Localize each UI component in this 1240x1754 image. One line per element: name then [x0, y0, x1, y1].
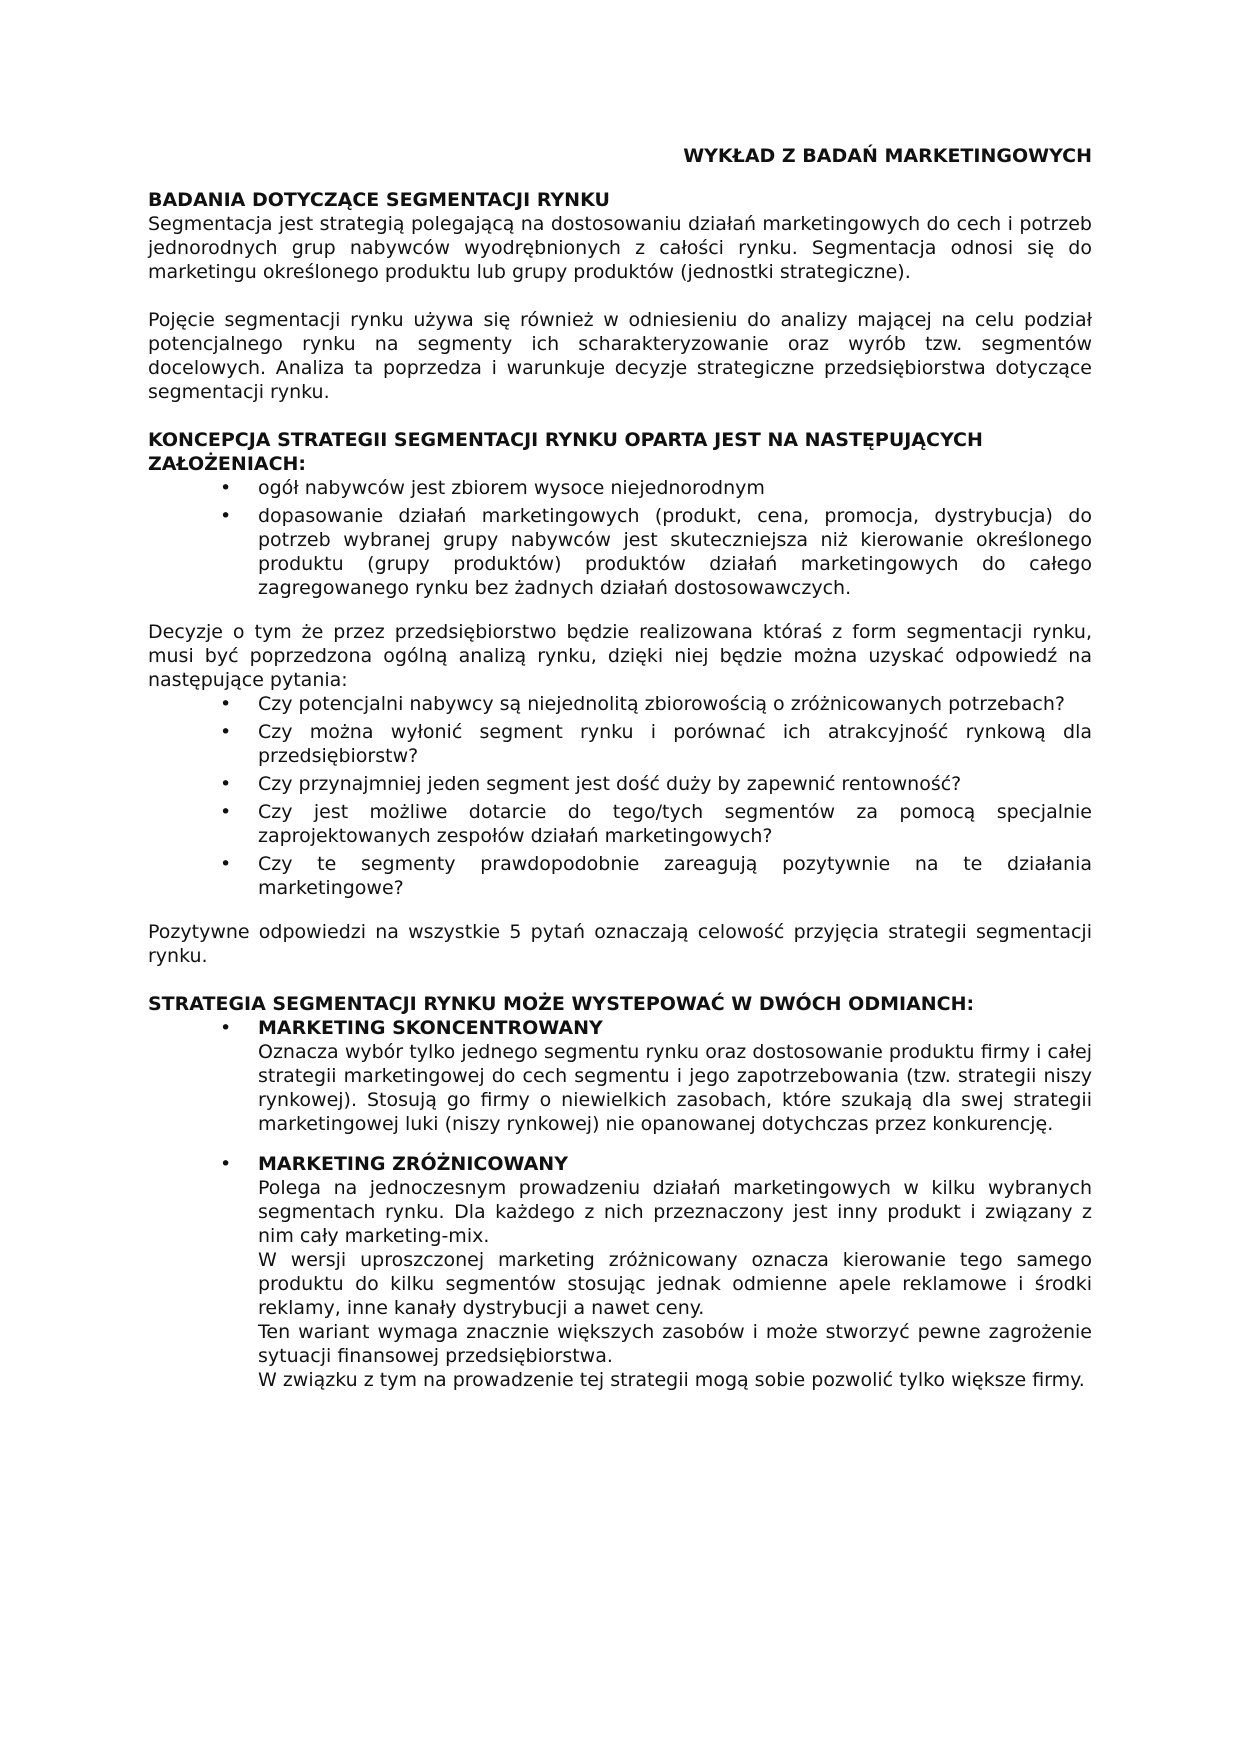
list-item-text: ogół nabywców jest zbiorem wysoce niejednorodnym — [258, 477, 765, 499]
variant-paragraph: Polega na jednoczesnym prowadzeniu działań marketingowych w kilku wybranych segmentach rynku. Dla każdego z nich przeznaczony jest inny produkt i związany z nim cały marketing-mix. — [258, 1177, 1092, 1247]
bullet-icon: • — [220, 477, 232, 499]
variant-title: MARKETING SKONCENTROWANY — [258, 1017, 603, 1039]
document-page — [148, 144, 1092, 1408]
paragraph-segmentation-analysis: Pojęcie segmentacji rynku używa się również w odniesieniu do analizy mającej na celu podział potencjalnego rynku na segmenty ich scharakteryzowanie oraz wyrób tzw. segmentów docelowych. Analiza ta poprzedza i warunkuje decyzje strategiczne przedsiębiorstwa dotyczące segmentacji rynku. — [148, 309, 1092, 403]
variant-concentrated — [220, 1016, 1092, 1136]
variant-paragraph: Ten wariant wymaga znacznie większych zasobów i może stworzyć pewne zagrożenie sytuacji finansowej przedsiębiorstwa. — [258, 1321, 1092, 1367]
bullet-icon: • — [220, 801, 232, 823]
paragraph-segmentation-definition: Segmentacja jest strategią polegającą na dostosowaniu działań marketingowych do cech i potrzeb jednorodnych grup nabywców wyodrębnionych z całości rynku. Segmentacja odnosi się do marketingu określonego produktu lub grupy produktów (jednostki strategiczne). — [148, 213, 1092, 283]
bullet-icon: • — [220, 721, 232, 743]
variant-paragraph: W wersji uproszczonej marketing zróżnicowany oznacza kierowanie tego samego produktu do kilku segmentów stosując jednak odmienne apele reklamowe i środki reklamy, inne kanały dystrybucji a nawet ceny. — [258, 1249, 1092, 1319]
list-item — [220, 852, 1092, 900]
list-item — [220, 720, 1092, 768]
list-item-text: Czy jest możliwe dotarcie do tego/tych segmentów za pomocą specjalnie zaprojektowanych zespołów działań marketingowych? — [258, 801, 1092, 847]
variant-body — [258, 1176, 1092, 1392]
section-heading-strategy-assumptions: KONCEPCJA STRATEGII SEGMENTACJI RYNKU OPARTA JEST NA NASTĘPUJĄCYCH ZAŁOŻENIACH: — [148, 429, 983, 475]
bullet-icon: • — [220, 693, 232, 715]
bullet-icon: • — [220, 773, 232, 795]
list-item — [220, 772, 1092, 796]
list-item — [220, 800, 1092, 848]
list-item-text: dopasowanie działań marketingowych (produkt, cena, promocja, dystrybucja) do potrzeb wybranej grupy nabywców jest skuteczniejsza niż kierowanie określonego produktu (grupy produktów) produktów działań marketingowych do całego zagregowanego rynku bez żadnych działań dostosowawczych. — [258, 505, 1092, 599]
section-heading-segmentation-research: BADANIA DOTYCZĄCE SEGMENTACJI RYNKU — [148, 189, 610, 211]
variants-list — [148, 1016, 1092, 1392]
bullet-icon: • — [220, 1153, 232, 1175]
variant-body: Oznacza wybór tylko jednego segmentu rynku oraz dostosowanie produktu firmy i całej strategii marketingowej do cech segmentu i jego zapotrzebowania (tzw. strategii niszy rynkowej). Stosują go firmy o niewielkich zasobach, które szukają dla swej strategii marketingowej luki (niszy rynkowej) nie opanowanej dotychczas przez konkurencję. — [258, 1041, 1092, 1135]
list-item-text: Czy przynajmniej jeden segment jest dość duży by zapewnić rentowność? — [258, 773, 962, 795]
list-item — [220, 692, 1092, 716]
document-title: WYKŁAD Z BADAŃ MARKETINGOWYCH — [683, 145, 1092, 167]
questions-list — [148, 692, 1092, 900]
list-item-text: Czy można wyłonić segment rynku i porównać ich atrakcyjność rynkową dla przedsiębiorstw? — [258, 721, 1092, 767]
list-item-text: Czy potencjalni nabywcy są niejednolitą zbiorowością o zróżnicowanych potrzebach? — [258, 693, 1065, 715]
paragraph-conclusion: Pozytywne odpowiedzi na wszystkie 5 pytań oznaczają celowość przyjęcia strategii segmentacji rynku. — [148, 921, 1092, 967]
bullet-icon: • — [220, 853, 232, 875]
bullet-icon: • — [220, 505, 232, 527]
variant-differentiated — [220, 1152, 1092, 1392]
list-item — [220, 504, 1092, 600]
variant-title: MARKETING ZRÓŻNICOWANY — [258, 1153, 568, 1175]
paragraph-market-analysis-intro: Decyzje o tym że przez przedsiębiorstwo będzie realizowana któraś z form segmentacji rynku, musi być poprzedzona ogólną analizą rynku, dzięki niej będzie można uzyskać odpowiedź na następujące pytania: — [148, 621, 1092, 691]
list-item — [220, 476, 1092, 500]
list-item-text: Czy te segmenty prawdopodobnie zareagują pozytywnie na te działania marketingowe? — [258, 853, 1092, 899]
variant-paragraph: W związku z tym na prowadzenie tej strategii mogą sobie pozwolić tylko większe firmy. — [258, 1369, 1085, 1391]
assumptions-list — [148, 476, 1092, 600]
section-heading-strategy-variants: STRATEGIA SEGMENTACJI RYNKU MOŻE WYSTEPOWAĆ W DWÓCH ODMIANCH: — [148, 993, 975, 1015]
bullet-icon: • — [220, 1017, 232, 1039]
